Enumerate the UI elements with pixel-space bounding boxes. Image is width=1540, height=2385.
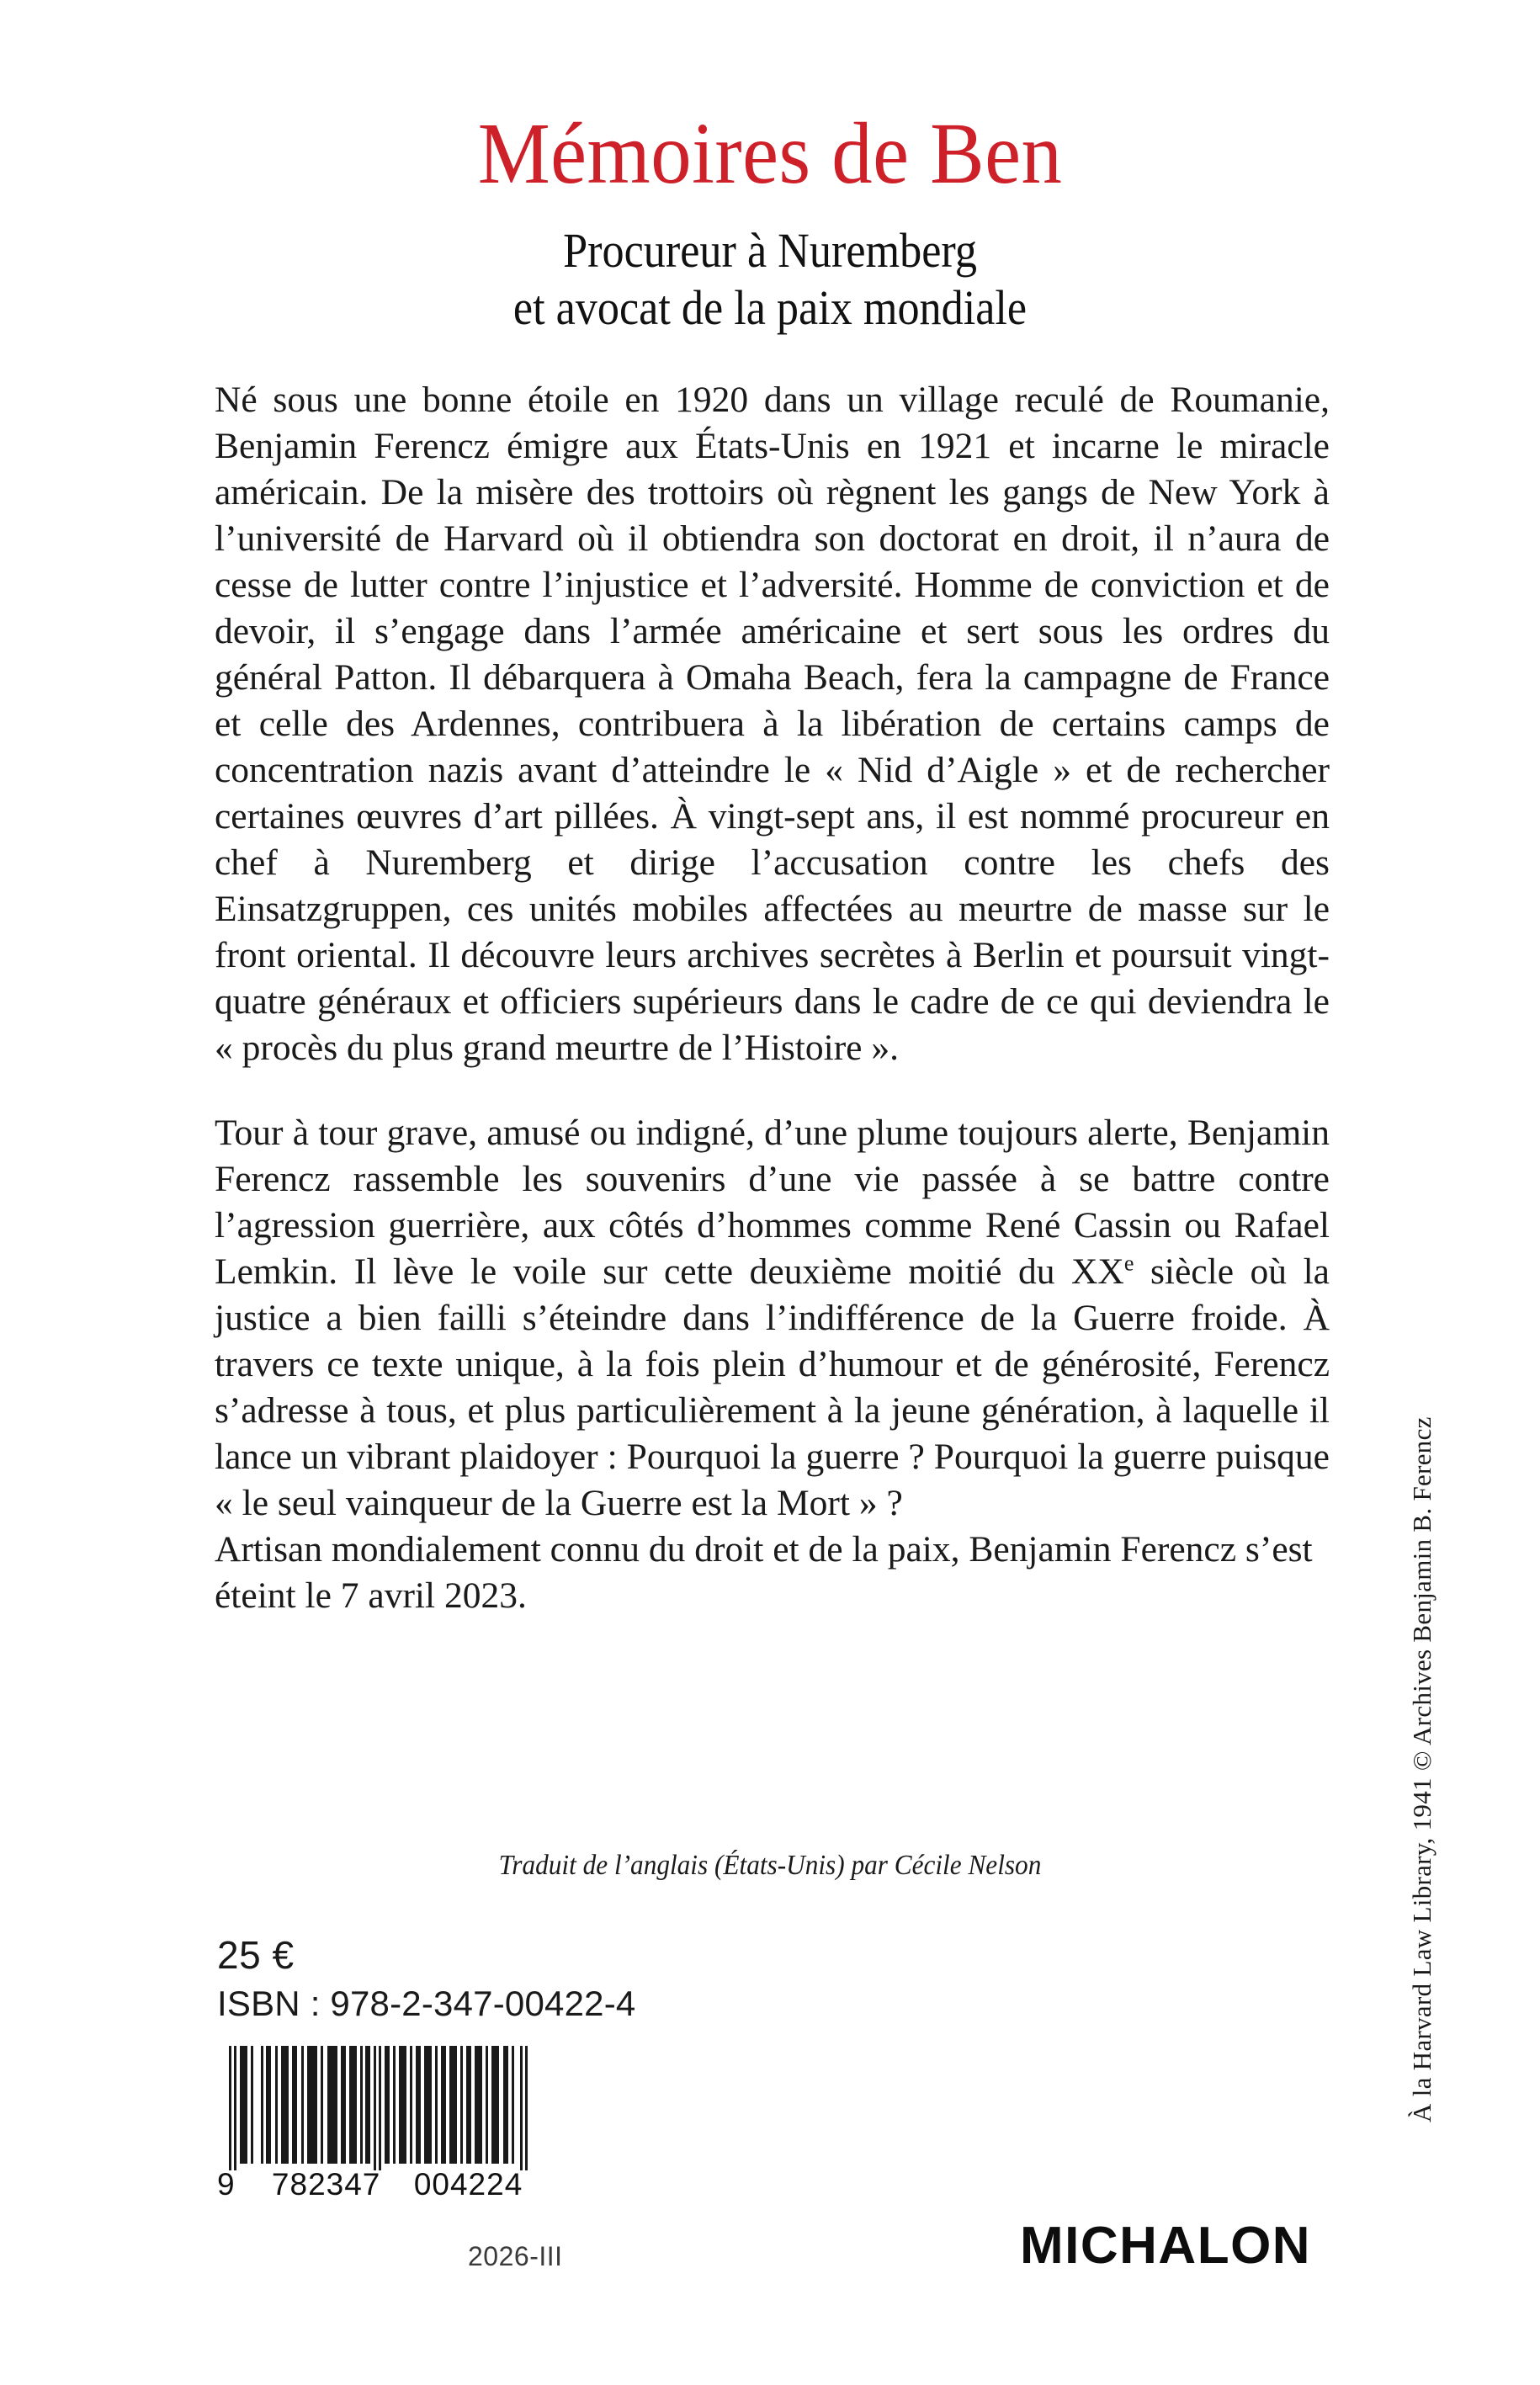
translator-credit: Traduit de l’anglais (États-Unis) par Cécile Nelson	[498, 1850, 1042, 1881]
subtitle-line-1: Procureur à Nuremberg	[563, 223, 977, 279]
ean13-barcode-icon	[217, 2046, 537, 2170]
blurb-paragraph-3: Artisan mondialement connu du droit et de la paix, Benjamin Ferencz s’est éteint le 7 avril 2023.	[215, 1529, 1313, 1617]
title-block	[0, 105, 1540, 337]
subtitle-line-2: et avocat de la paix mondiale	[512, 280, 1028, 336]
blurb-text	[215, 377, 1330, 1619]
blurb-paragraph-2-part-b: siècle où la justice a bien failli s’éteindre dans l’indifférence de la Guerre froide. À travers ce texte unique, à la fois plein d’humour et de générosité, Ferencz s’adresse à tous, et plus particulièrement à la jeune génération, à laquelle il lance un vibrant plaidoyer : Pourquoi la guerre ? Pourquoi la guerre puisque « le seul vainqueur de la Guerre est la Mort » ?	[215, 1251, 1330, 1524]
isbn-label: ISBN : 978-2-347-00422-4	[217, 1984, 636, 2024]
page-title: Mémoires de Ben	[477, 105, 1063, 202]
barcode-block	[217, 2046, 537, 2202]
price-label: 25 €	[217, 1933, 295, 1977]
barcode-digits	[217, 2167, 537, 2202]
century-ordinal-suffix: e	[1123, 1251, 1134, 1276]
barcode-group-1: 782347	[271, 2166, 381, 2202]
blurb-paragraph-2	[215, 1110, 1330, 1527]
book-subtitle	[77, 222, 1463, 337]
blurb-paragraph-2-part-a: Tour à tour grave, amusé ou indigné, d’une plume toujours alerte, Benjamin Ferencz rassemble les souvenirs d’une vie passée à se battre contre l’agression guerrière, aux côtés d’hommes comme René Cassin ou Rafael Lemkin. Il lève le voile sur cette deuxième moitié du XX	[215, 1113, 1330, 1293]
barcode-group-2: 004224	[413, 2166, 523, 2202]
publisher-logo: MICHALON	[1020, 2217, 1312, 2275]
commerce-block	[217, 1932, 635, 2202]
print-run-code: 2026-III	[468, 2241, 563, 2271]
blurb-paragraph-1: Né sous une bonne étoile en 1920 dans un village reculé de Roumanie, Benjamin Ferencz émigre aux États-Unis en 1921 et incarne le miracle américain. De la misère des trottoirs où règnent les gangs de New York à l’université de Harvard où il obtiendra son doctorat en droit, il n’aura de cesse de lutter contre l’injustice et l’adversité. Homme de conviction et de devoir, il s’engage dans l’armée américaine et sert sous les ordres du général Patton. Il débarquera à Omaha Beach, fera la campagne de France et celle des Ardennes, contribuera à la libération de certains camps de concentration nazis avant d’atteindre le « Nid d’Aigle » et de rechercher certaines œuvres d’art pillées. À vingt-sept ans, il est nommé procureur en chef à Nuremberg et dirige l’accusation contre les chefs des Einsatzgruppen, ces unités mobiles affectées au meurtre de masse sur le front oriental. Il découvre leurs archives secrètes à Berlin et poursuit vingt-quatre généraux et officiers supérieurs dans le cadre de ce qui deviendra le « procès du plus grand meurtre de l’Histoire ».	[215, 380, 1330, 1069]
barcode-lead-digit: 9	[217, 2166, 236, 2202]
photo-credit-vertical: À la Harvard Law Library, 1941 © Archives Benjamin B. Ferencz	[1407, 1416, 1436, 2122]
